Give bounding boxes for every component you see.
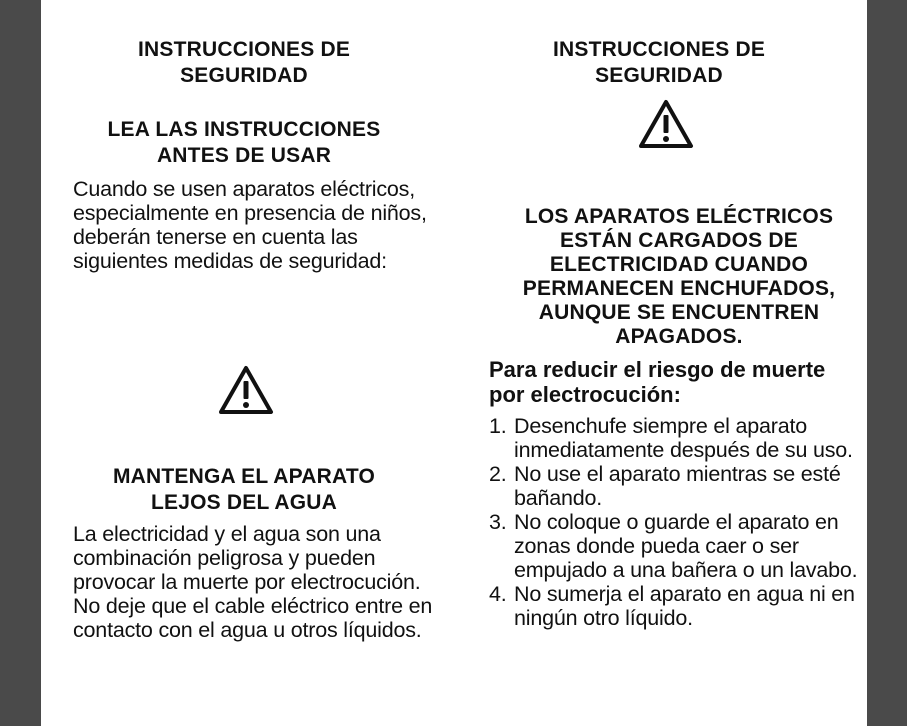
list-item-text: Desenchufe siempre el aparato inmediatamente después de su uso. <box>514 414 853 462</box>
list-item-number: 1. <box>489 414 507 438</box>
safety-steps-list <box>489 414 859 630</box>
risk-reduction-subheading: Para reducir el riesgo de muerte por electrocución: <box>489 357 826 407</box>
list-item <box>489 462 859 510</box>
list-item <box>489 510 859 582</box>
intro-paragraph: Cuando se usen aparatos eléctricos, especialmente en presencia de niños, deberán tenerse en cuenta las siguientes medidas de seguridad: <box>73 177 427 273</box>
warning-triangle-icon <box>638 99 694 149</box>
safety-instructions-title-right: INSTRUCCIONES DE SEGURIDAD <box>552 38 766 87</box>
safety-instructions-title: INSTRUCCIONES DE SEGURIDAD <box>137 38 351 87</box>
list-item-number: 4. <box>489 582 507 606</box>
list-item-text: No use el aparato mientras se esté bañando. <box>514 462 841 510</box>
list-item-text: No coloque o guarde el aparato en zonas donde pueda caer o ser empujado a una bañera o un lavabo. <box>514 510 858 582</box>
list-item <box>489 582 859 630</box>
list-item <box>489 414 859 462</box>
instruction-sheet <box>41 0 867 726</box>
keep-away-from-water-heading: MANTENGA EL APARATO LEJOS DEL AGUA <box>112 465 376 514</box>
read-before-use-heading: LEA LAS INSTRUCCIONES ANTES DE USAR <box>107 118 381 167</box>
warning-triangle-icon <box>218 365 274 415</box>
water-warning-paragraph: La electricidad y el agua son una combinación peligrosa y pueden provocar la muerte por electrocución. No deje que el cable eléctrico entre en contacto con el agua u otros líquidos. <box>73 522 433 642</box>
list-item-number: 3. <box>489 510 507 534</box>
electrical-warning-heading: LOS APARATOS ELÉCTRICOS ESTÁN CARGADOS DE ELECTRICIDAD CUANDO PERMANECEN ENCHUFADOS, AUNQUE SE ENCUENTREN APAGADOS. <box>522 205 836 348</box>
list-item-number: 2. <box>489 462 507 486</box>
list-item-text: No sumerja el aparato en agua ni en ningún otro líquido. <box>514 582 855 630</box>
